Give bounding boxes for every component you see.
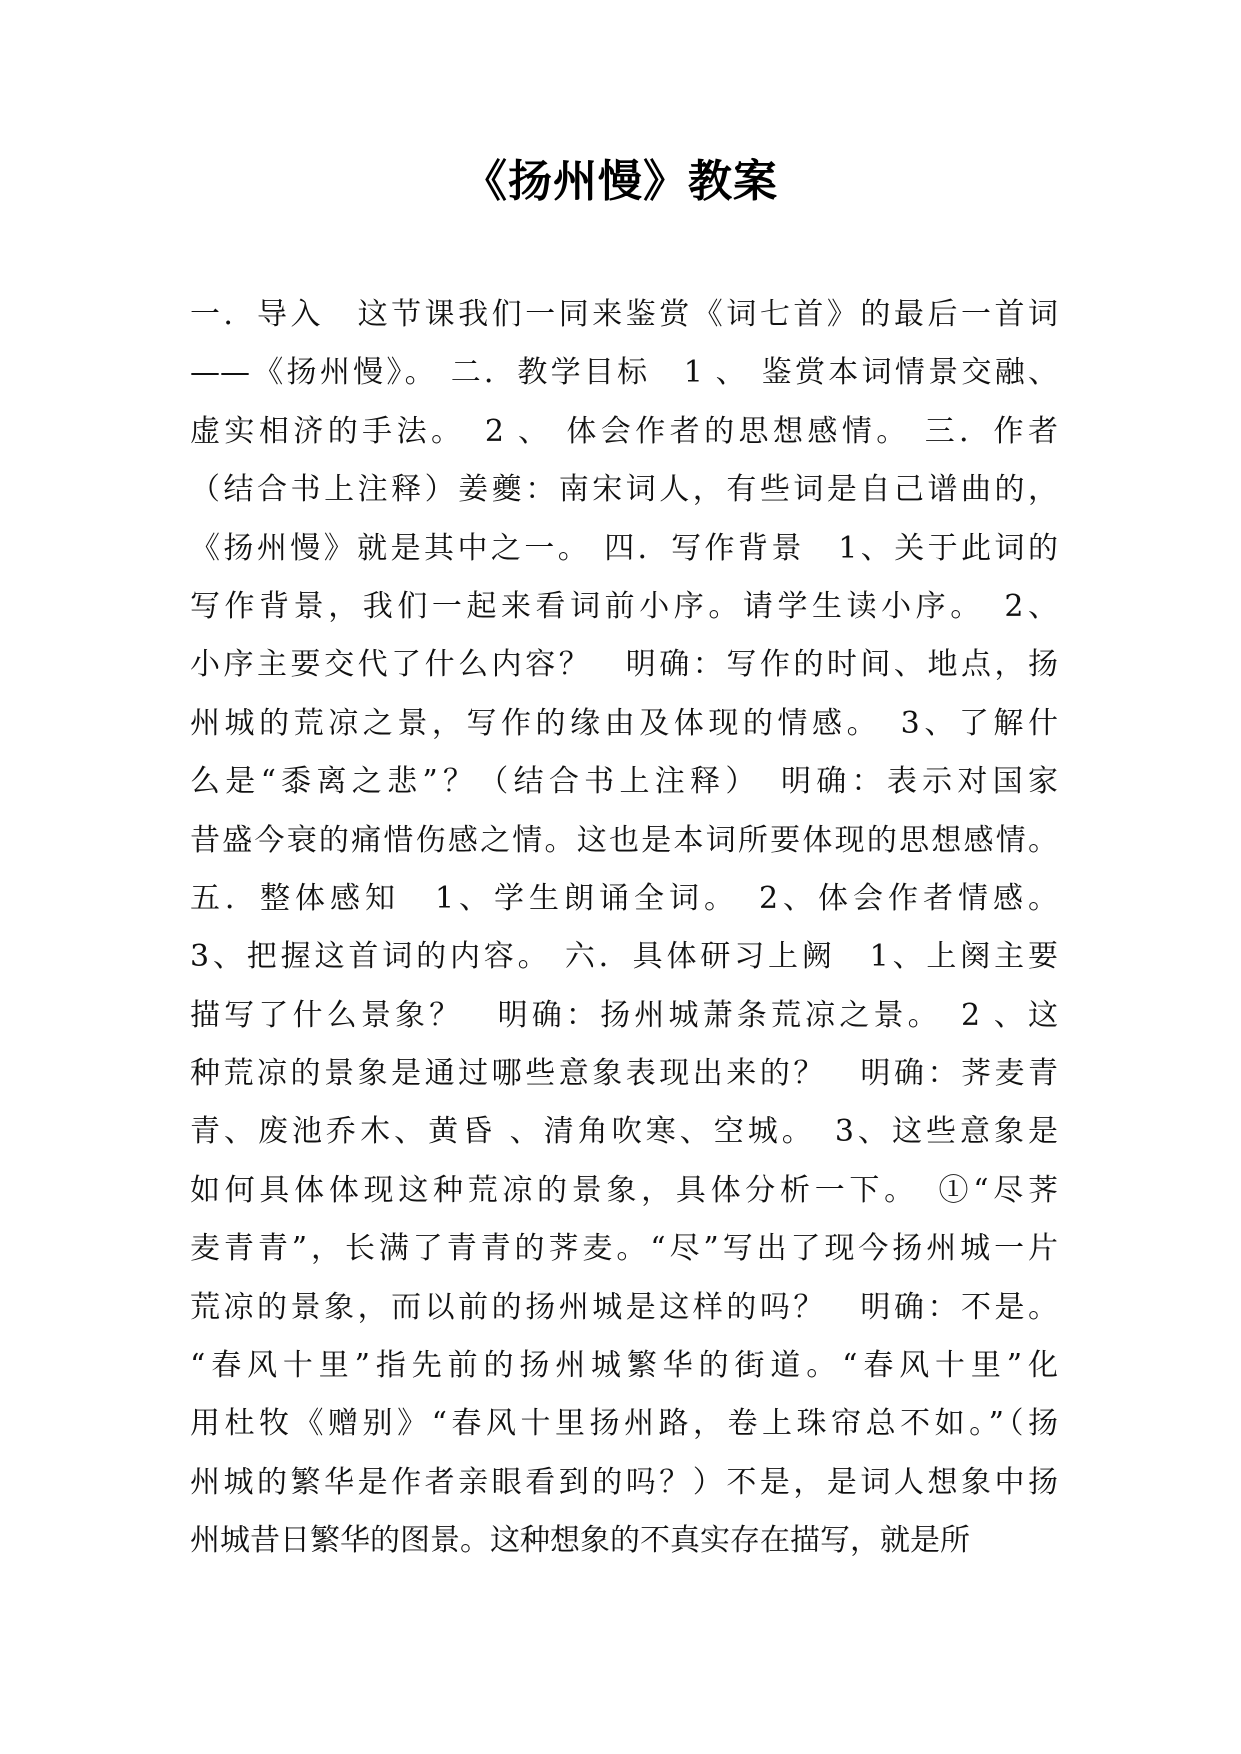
body-line-12: 3、把握这首词的内容。 六．具体研习上阙 1、上阕主要 xyxy=(190,939,1058,975)
body-line-14: 种荒凉的景象是通过哪些意象表现出来的？ 明确：荠麦青 xyxy=(190,1056,1058,1092)
body-line-1: 一．导入 这节课我们一同来鉴赏《词七首》的最后一首词 xyxy=(190,297,1058,332)
body-line-3: 虚实相济的手法。 2 、 体会作者的思想感情。 三．作者 xyxy=(190,413,1058,449)
body-line-7: 小序主要交代了什么内容？ 明确：写作的时间、地点，扬 xyxy=(190,647,1058,683)
body-line-22: 州城昔日繁华的图景。这种想象的不真实存在描写，就是所 xyxy=(190,1523,970,1559)
body-line-5: 《扬州慢》就是其中之一。 四．写作背景 1、关于此词的 xyxy=(190,530,1058,566)
body-line-2: ——《扬州慢》。 二．教学目标 1 、 鉴赏本词情景交融、 xyxy=(190,355,1058,391)
body-line-10: 昔盛今衰的痛惜伤感之情。这也是本词所要体现的思想感情。 xyxy=(190,822,1058,858)
body-line-13: 描写了什么景象？ 明确：扬州城萧条荒凉之景。 2 、这 xyxy=(190,997,1058,1033)
body-line-15: 青、废池乔木、黄昏 、清角吹寒、空城。 3、这些意象是 xyxy=(190,1114,1058,1150)
body-line-19: “春风十里”指先前的扬州城繁华的街道。“春风十里”化 xyxy=(190,1348,1058,1384)
body-line-11: 五．整体感知 1、学生朗诵全词。 2、体会作者情感。 xyxy=(190,880,1058,916)
body-line-8: 州城的荒凉之景，写作的缘由及体现的情感。 3、了解什 xyxy=(190,705,1058,741)
body-line-17: 麦青青”，长满了青青的荠麦。“尽”写出了现今扬州城一片 xyxy=(190,1231,1058,1267)
body-line-16: 如何具体体现这种荒凉的景象，具体分析一下。 ①“尽荠 xyxy=(190,1172,1058,1208)
document-body xyxy=(190,286,1058,1571)
body-line-6: 写作背景，我们一起来看词前小序。请学生读小序。 2、 xyxy=(190,588,1058,624)
body-line-18: 荒凉的景象，而以前的扬州城是这样的吗？ 明确：不是。 xyxy=(190,1289,1058,1325)
document-title: 《扬州慢》教案 xyxy=(463,156,778,207)
body-line-21: 州城的繁华是作者亲眼看到的吗？）不是，是词人想象中扬 xyxy=(190,1464,1058,1500)
body-line-4: （结合书上注释）姜夔：南宋词人，有些词是自己谱曲的， xyxy=(190,472,1058,508)
body-line-9: 么是“黍离之悲”？（结合书上注释） 明确：表示对国家 xyxy=(190,764,1058,800)
body-line-20: 用杜牧《赠别》“春风十里扬州路，卷上珠帘总不如。”（扬 xyxy=(190,1406,1058,1442)
